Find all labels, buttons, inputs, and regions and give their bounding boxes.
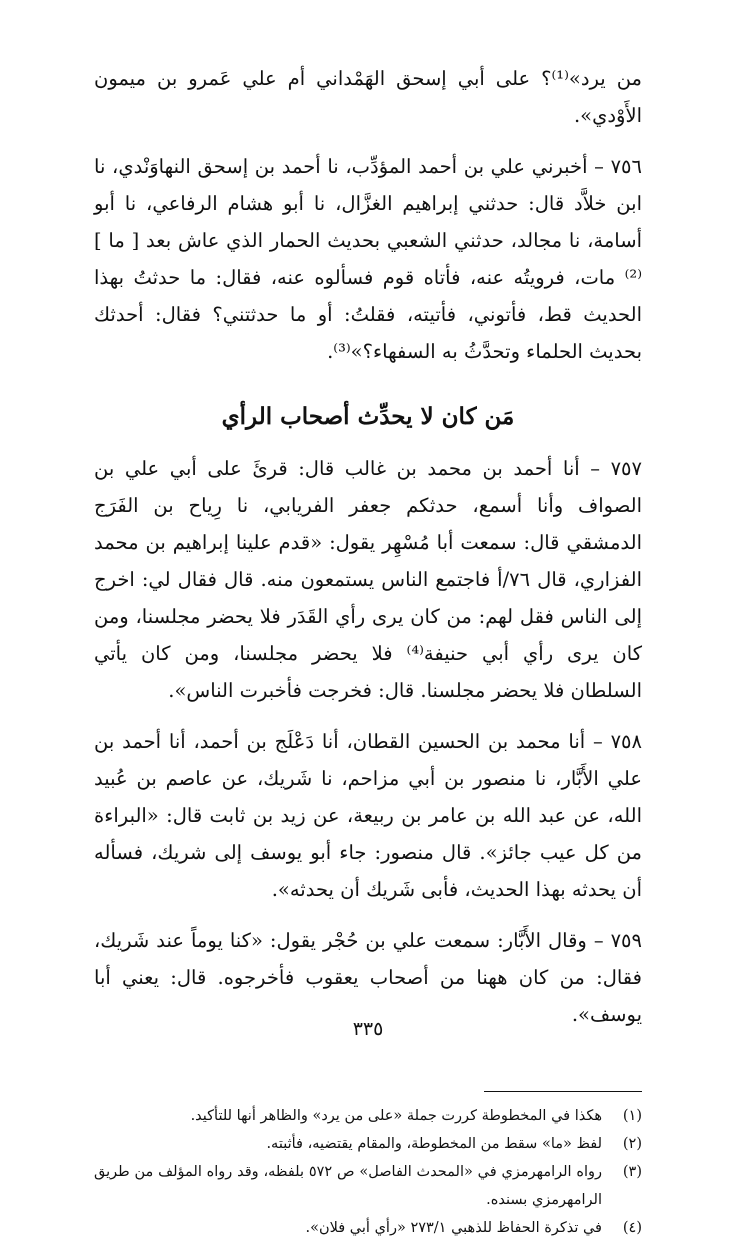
paragraph-758: ٧٥٨ – أنا محمد بن الحسين القطان، أنا دَعْلَج بن أحمد، أنا أحمد بن علي الأَبَّار، نا منصور بن أبي مزاحم، نا شَريك، عن عاصم بن عُبيد الله، عن عبد الله بن عامر بن ربيعة، عن زيد بن ثابت قال: «البراءة من كل عيب جائز». قال منصور: جاء أبو يوسف إلى شريك، فسأله أن يحدثه بهذا الحديث، فأبى شَريك أن يحدثه». [94, 730, 642, 901]
footnote-text: رواه الرامهرمزي في «المحدث الفاصل» ص ٥٧٢ بلفظه، وقد رواه المؤلف من طريق الرامهرمزي بسنده. [94, 1164, 603, 1208]
footnote-number: (١) [622, 1108, 642, 1124]
footnote-text: هكذا في المخطوطة كررت جملة «على من يرد» والظاهر أنها للتأكيد. [190, 1108, 602, 1124]
paragraph-top: من يرد»⁽¹⁾؟ على أبي إسحق الهَمْداني أم علي عَمرو بن ميمون الأَوْدي». [94, 67, 642, 127]
footnote-divider [484, 1091, 642, 1092]
footnote-2 [94, 1130, 642, 1158]
footnote-number: (٣) [622, 1164, 642, 1180]
paragraph-756: ٧٥٦ – أخبرني علي بن أحمد المؤدِّب، نا أحمد بن إسحق النهاوَنْدي، نا ابن خلاَّد قال: حدثني إبراهيم الغزَّال، نا أبو هشام الرفاعي، نا أبو أسامة، نا مجالد، حدثني الشعبي بحديث الحمار الذي عاش بعد [ ما ]⁽²⁾ مات، فرويتُه عنه، فأتاه قوم فسألوه عنه، فقال: ما حدثتُ بهذا الحديث قط، فأتوني، فأتيته، فقلتُ: أو ما حدثتني؟ فقال: أحدثك بحديث الحلماء وتحدَّثُ به السفهاء؟»⁽³⁾. [94, 155, 642, 363]
footnote-4 [94, 1214, 642, 1242]
footnote-number: (٢) [622, 1136, 642, 1152]
section-heading: مَن كان لا يحدِّث أصحاب الرأي [221, 403, 515, 430]
page-number: ٣٣٥ [352, 1018, 384, 1040]
footnote-1 [94, 1102, 642, 1130]
paragraph-759: ٧٥٩ – وقال الأَبَّار: سمعت علي بن حُجْر يقول: «كنا يوماً عند شَريك، فقال: من كان ههنا من أصحاب يعقوب فأخرجوه. قال: يعني أبا يوسف». [94, 929, 642, 1026]
footnote-text: لفظ «ما» سقط من المخطوطة، والمقام يقتضيه، فأثبته. [266, 1136, 602, 1152]
footnote-3 [94, 1158, 642, 1214]
footnote-number: (٤) [622, 1220, 642, 1236]
footnote-text: في تذكرة الحفاظ للذهبي ٢٧٣/١ «رأي أبي فلان». [305, 1220, 602, 1236]
paragraph-757: ٧٥٧ – أنا أحمد بن محمد بن غالب قال: قرئَ على أبي علي بن الصواف وأنا أسمع، حدثكم جعفر الفريابي، نا رِياح بن الفَرَج الدمشقي قال: سمعت أبا مُسْهِر يقول: «قدم علينا إبراهيم بن محمد الفزاري، قال ٧٦/أ فاجتمع الناس يستمعون منه. قال فقال لي: اخرج إلى الناس فقل لهم: من كان يرى رأي القَدَر فلا يحضر مجلسنا، ومن كان يرى رأي أبي حنيفة⁽⁴⁾ فلا يحضر مجلسنا، ومن كان يأتي السلطان فلا يحضر مجلسنا. قال: فخرجت فأخبرت الناس». [94, 457, 642, 702]
footnotes [94, 1102, 642, 1242]
